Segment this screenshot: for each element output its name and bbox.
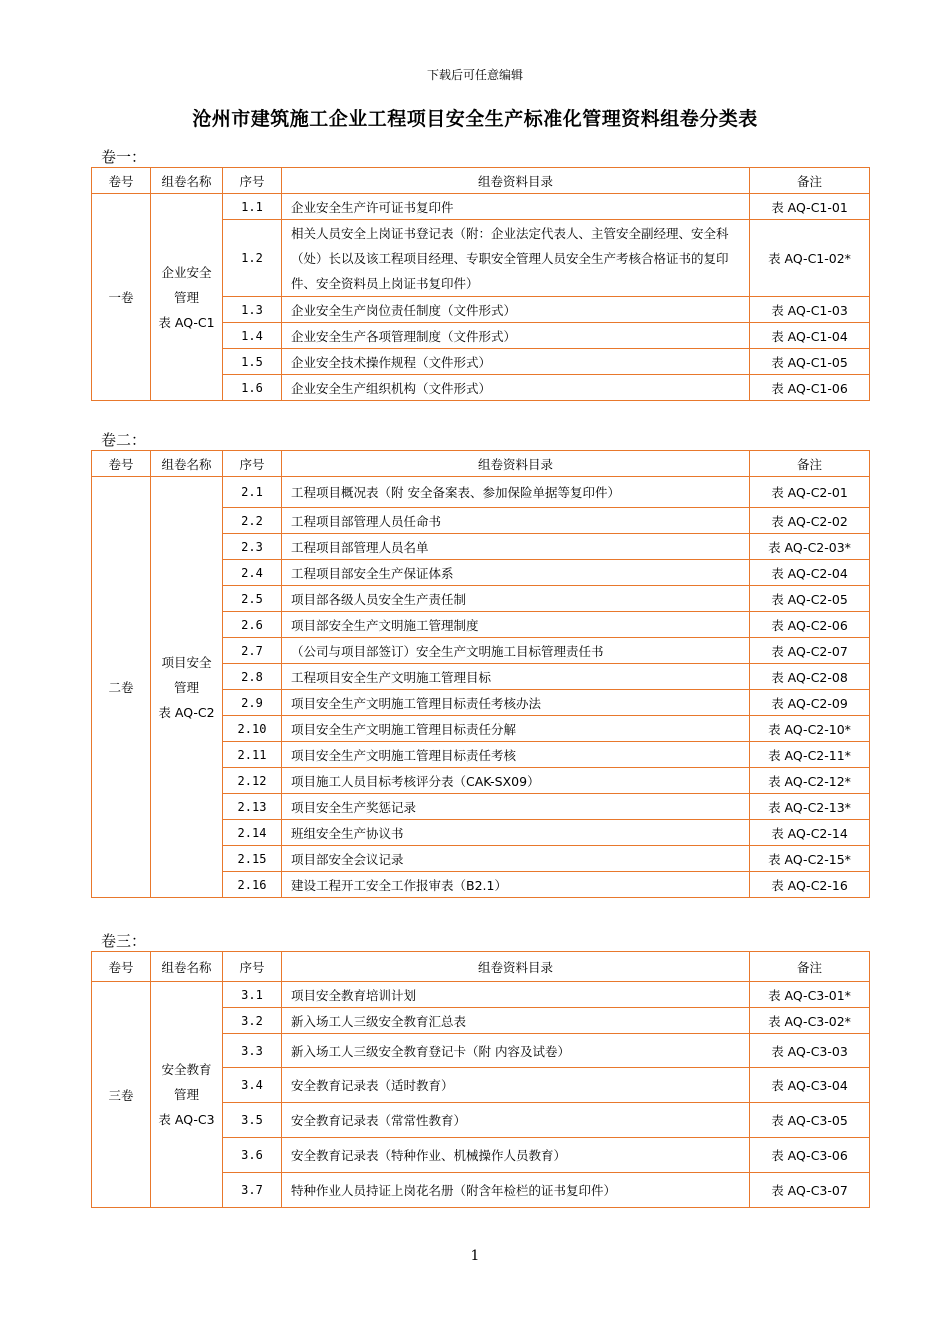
row-note: 表 AQ-C2-05 [750,586,870,612]
row-note: 表 AQ-C3-07 [750,1173,870,1208]
page-number: 1 [470,1248,480,1264]
row-seq: 3.4 [223,1068,282,1103]
col-header-name: 组卷名称 [151,952,223,982]
volume-name [151,194,223,401]
row-item: 项目部安全生产文明施工管理制度 [282,612,750,638]
row-seq: 2.12 [223,768,282,794]
col-header-note: 备注 [750,168,870,194]
row-note: 表 AQ-C2-14 [750,820,870,846]
row-seq: 2.16 [223,872,282,898]
row-item: 工程项目部管理人员任命书 [282,508,750,534]
row-seq: 2.6 [223,612,282,638]
row-seq: 3.7 [223,1173,282,1208]
row-seq: 3.6 [223,1138,282,1173]
col-header-juan: 卷号 [92,168,151,194]
row-seq: 2.14 [223,820,282,846]
row-note: 表 AQ-C1-02* [750,220,870,297]
header-note: 下载后可任意编辑 [426,68,523,82]
row-note: 表 AQ-C3-06 [750,1138,870,1173]
table-header-row [92,168,870,194]
volume-name-line: 项目安全 [161,654,212,670]
volume-name-line: 企业安全 [161,264,212,280]
table-header-row [92,952,870,982]
row-seq: 2.4 [223,560,282,586]
row-seq: 2.5 [223,586,282,612]
row-note: 表 AQ-C2-04 [750,560,870,586]
row-seq: 2.15 [223,846,282,872]
row-item: 企业安全生产岗位责任制度（文件形式） [282,297,750,323]
row-seq: 3.1 [223,982,282,1008]
row-seq: 1.3 [223,297,282,323]
row-note: 表 AQ-C2-03* [750,534,870,560]
volume-name-line: 表 AQ-C1 [158,314,215,330]
row-seq: 2.13 [223,794,282,820]
row-item: 安全教育记录表（常常性教育） [282,1103,750,1138]
row-item: 项目施工人员目标考核评分表（CAK-SX09） [282,768,750,794]
row-seq: 2.1 [223,477,282,508]
col-header-seq: 序号 [223,451,282,477]
row-item: 企业安全技术操作规程（文件形式） [282,349,750,375]
row-seq: 3.2 [223,1008,282,1034]
row-seq: 1.2 [223,220,282,297]
row-note: 表 AQ-C1-04 [750,323,870,349]
row-seq: 3.3 [223,1034,282,1068]
volume-2-table [91,450,870,898]
volume-2-label: 卷二： [101,431,147,449]
row-seq: 2.7 [223,638,282,664]
volume-name-line: 安全教育 [161,1062,212,1077]
row-note: 表 AQ-C3-01* [750,982,870,1008]
row-item: 项目安全生产文明施工管理目标责任考核 [282,742,750,768]
row-note: 表 AQ-C1-05 [750,349,870,375]
col-header-note: 备注 [750,952,870,982]
volume-name-line: 管理 [173,679,199,695]
volume-3-table [91,951,870,1208]
volume-name [151,477,223,898]
col-header-seq: 序号 [223,168,282,194]
row-seq: 2.11 [223,742,282,768]
row-item: 新入场工人三级安全教育汇总表 [282,1008,750,1034]
row-note: 表 AQ-C2-08 [750,664,870,690]
col-header-contents: 组卷资料目录 [282,952,750,982]
row-seq: 1.1 [223,194,282,220]
row-item: 班组安全生产协议书 [282,820,750,846]
row-note: 表 AQ-C2-13* [750,794,870,820]
row-note: 表 AQ-C2-07 [750,638,870,664]
volume-name-line: 表 AQ-C2 [158,704,215,720]
row-seq: 2.8 [223,664,282,690]
volume-name-line: 管理 [173,1087,199,1102]
row-note: 表 AQ-C3-04 [750,1068,870,1103]
row-item: 企业安全生产各项管理制度（文件形式） [282,323,750,349]
row-note: 表 AQ-C1-03 [750,297,870,323]
row-item: 相关人员安全上岗证书登记表（附：企业法定代表人、主管安全副经理、安全科（处）长以及该工程项目经理、专职安全管理人员安全生产考核合格证书的复印件、安全资料员上岗证书复印件） [282,220,750,297]
row-item: 企业安全生产许可证书复印件 [282,194,750,220]
row-note: 表 AQ-C2-15* [750,846,870,872]
row-item: 新入场工人三级安全教育登记卡（附 内容及试卷） [282,1034,750,1068]
row-item: 安全教育记录表（特种作业、机械操作人员教育） [282,1138,750,1173]
volume-1-table [91,167,870,401]
col-header-note: 备注 [750,451,870,477]
row-seq: 2.3 [223,534,282,560]
document-title: 沧州市建筑施工企业工程项目安全生产标准化管理资料组卷分类表 [192,108,758,130]
row-item: 工程项目概况表（附 安全备案表、参加保险单据等复印件） [282,477,750,508]
volume-name-line: 管理 [173,289,199,305]
row-item: 建设工程开工安全工作报审表（B2.1） [282,872,750,898]
row-note: 表 AQ-C2-10* [750,716,870,742]
table-row [92,477,870,508]
volume-3-label: 卷三： [101,932,147,950]
row-note: 表 AQ-C2-06 [750,612,870,638]
volume-1-label: 卷一： [101,148,147,166]
table-header-row [92,451,870,477]
row-seq: 1.4 [223,323,282,349]
row-seq: 2.9 [223,690,282,716]
table-row [92,982,870,1008]
row-note: 表 AQ-C2-12* [750,768,870,794]
row-note: 表 AQ-C2-11* [750,742,870,768]
row-seq: 1.6 [223,375,282,401]
row-item: 项目安全教育培训计划 [282,982,750,1008]
row-note: 表 AQ-C2-02 [750,508,870,534]
row-item: 项目安全生产奖惩记录 [282,794,750,820]
col-header-contents: 组卷资料目录 [282,168,750,194]
row-item: 工程项目部安全生产保证体系 [282,560,750,586]
table-row [92,194,870,220]
col-header-name: 组卷名称 [151,451,223,477]
row-note: 表 AQ-C3-03 [750,1034,870,1068]
col-header-juan: 卷号 [92,451,151,477]
row-seq: 1.5 [223,349,282,375]
row-item: 项目部各级人员安全生产责任制 [282,586,750,612]
volume-number: 二卷 [92,477,151,898]
volume-name [151,982,223,1208]
row-note: 表 AQ-C2-01 [750,477,870,508]
volume-number: 三卷 [92,982,151,1208]
row-note: 表 AQ-C1-06 [750,375,870,401]
row-note: 表 AQ-C1-01 [750,194,870,220]
row-item: 项目安全生产文明施工管理目标责任考核办法 [282,690,750,716]
row-note: 表 AQ-C3-02* [750,1008,870,1034]
row-item: 安全教育记录表（适时教育） [282,1068,750,1103]
row-item: 项目安全生产文明施工管理目标责任分解 [282,716,750,742]
row-item: （公司与项目部签订）安全生产文明施工目标管理责任书 [282,638,750,664]
row-seq: 2.2 [223,508,282,534]
row-item: 特种作业人员持证上岗花名册（附含年检栏的证书复印件） [282,1173,750,1208]
row-item: 工程项目部管理人员名单 [282,534,750,560]
volume-number: 一卷 [92,194,151,401]
row-item: 企业安全生产组织机构（文件形式） [282,375,750,401]
row-seq: 3.5 [223,1103,282,1138]
col-header-juan: 卷号 [92,952,151,982]
row-note: 表 AQ-C2-16 [750,872,870,898]
row-item: 项目部安全会议记录 [282,846,750,872]
row-item: 工程项目安全生产文明施工管理目标 [282,664,750,690]
col-header-seq: 序号 [223,952,282,982]
volume-name-line: 表 AQ-C3 [158,1112,215,1127]
col-header-name: 组卷名称 [151,168,223,194]
row-note: 表 AQ-C3-05 [750,1103,870,1138]
row-note: 表 AQ-C2-09 [750,690,870,716]
col-header-contents: 组卷资料目录 [282,451,750,477]
row-seq: 2.10 [223,716,282,742]
